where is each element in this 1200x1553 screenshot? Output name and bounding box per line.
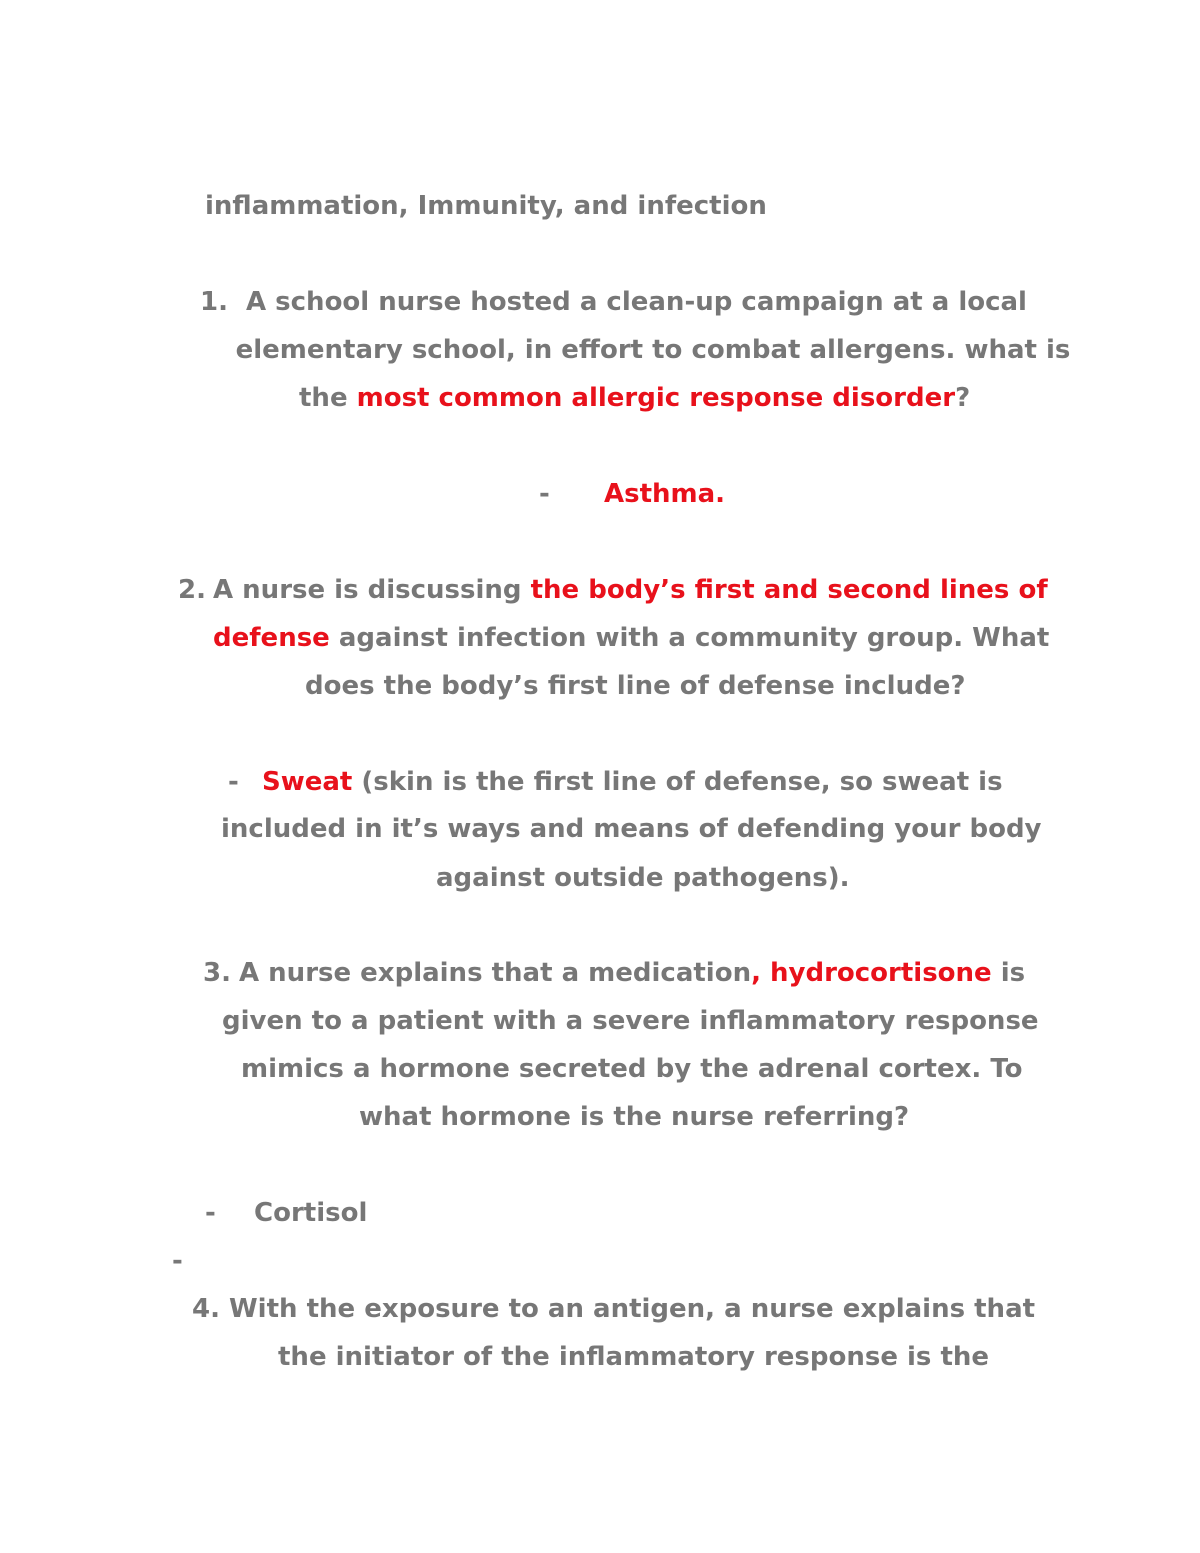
answer-dash: - [205,1198,216,1228]
question-line [239,956,1025,990]
question-line: the initiator of the inflammatory response is the [278,1342,990,1372]
answer-text: Cortisol [254,1198,368,1228]
question-line [213,573,1048,607]
document-title: inflammation, Immunity, and infection [205,191,767,221]
question-line [213,621,1049,655]
question-number: 1. [200,287,228,317]
highlighted-term: the body’s first and second lines of [530,575,1048,605]
question-line: what hormone is the nurse referring? [359,1102,910,1132]
question-text: A nurse explains that a medication [239,958,752,988]
answer-text: Asthma. [604,479,726,509]
question-text: ? [955,383,971,413]
answer-line: included in it’s ways and means of defending your body [221,814,1042,844]
question-line: A school nurse hosted a clean-up campaign at a local [246,287,1027,317]
question-number: 2. [178,575,206,605]
question-line: elementary school, in effort to combat allergens. what is [235,335,1071,365]
question-text: A nurse is discussing [213,575,531,605]
question-number: 3. [203,958,231,988]
highlighted-term: most common allergic response disorder [356,383,956,413]
answer-dash: - [228,767,239,797]
question-text: against infection with a community group. What [329,623,1050,653]
answer-text: Sweat [262,767,353,797]
question-line: does the body’s first line of defense include? [305,671,966,701]
answer-line: against outside pathogens). [436,863,850,893]
question-line: mimics a hormone secreted by the adrenal cortex. To [241,1054,1023,1084]
question-line [299,381,970,415]
answer-line [262,765,1003,799]
question-text: is [991,958,1026,988]
answer-explanation: (skin is the first line of defense, so sweat is [352,767,1003,797]
stray-dash: - [172,1246,183,1276]
question-line: With the exposure to an antigen, a nurse explains that [229,1294,1036,1324]
answer-dash: - [539,479,550,509]
question-line: given to a patient with a severe inflammatory response [222,1006,1039,1036]
question-number: 4. [192,1294,220,1324]
highlighted-term: defense [213,623,330,653]
highlighted-term: , hydrocortisone [751,958,992,988]
question-text: the [299,383,357,413]
